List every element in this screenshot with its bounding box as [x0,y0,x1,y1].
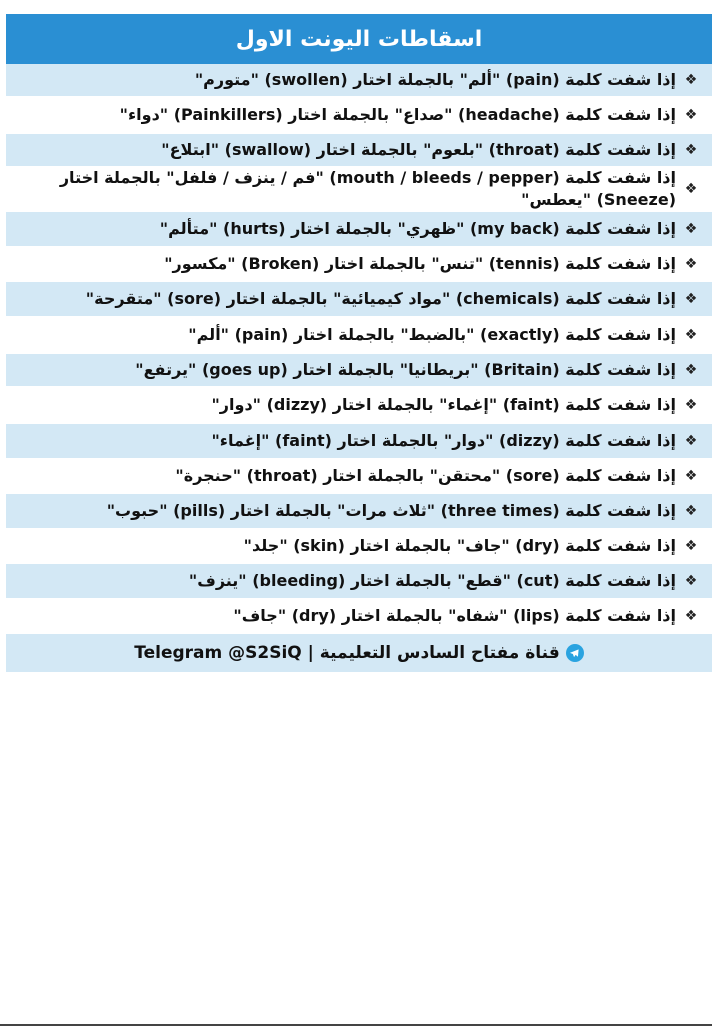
rule-text: إذا شفت كلمة (throat) "بلعوم" بالجملة اختار (swallow) "ابتلاع" [161,140,676,159]
rule-text: إذا شفت كلمة (mouth / bleeds / pepper) "فم / ينزف / فلفل" بالجملة اختار (Sneeze) "يعطس" [59,168,676,209]
bullet-icon: ❖ [684,291,698,307]
rule-row [6,600,712,634]
rule-text: إذا شفت كلمة (lips) "شفاه" بالجملة اختار (dry) "جاف" [233,606,676,625]
bullet-icon: ❖ [684,72,698,88]
rule-text: إذا شفت كلمة (three times) "ثلاث مرات" بالجملة اختار (pills) "حبوب" [106,501,676,520]
rule-row [6,248,712,282]
telegram-icon [566,644,584,662]
rule-row [6,98,712,134]
bullet-icon: ❖ [684,362,698,378]
rule-row [6,64,712,98]
rule-row [6,424,712,460]
bullet-icon: ❖ [684,327,698,343]
rule-text: إذا شفت كلمة (faint) "إغماء" بالجملة اختار (dizzy) "دوار" [211,395,676,414]
rule-text: إذا شفت كلمة (dry) "جاف" بالجملة اختار (skin) "جلد" [243,536,676,555]
rule-row [6,354,712,388]
rule-text: إذا شفت كلمة (Britain) "بريطانيا" بالجملة اختار (goes up) "يرتفع" [135,360,676,379]
rule-row [6,168,712,212]
bullet-icon: ❖ [684,107,698,123]
rule-text: إذا شفت كلمة (dizzy) "دوار" بالجملة اختار (faint) "إغماء" [211,431,676,450]
bullet-icon: ❖ [684,397,698,413]
sheet [6,14,712,672]
bullet-icon: ❖ [684,142,698,158]
rule-row [6,460,712,494]
rule-row [6,388,712,424]
rule-text: إذا شفت كلمة (headache) "صداع" بالجملة اختار (Painkillers) "دواء" [119,105,676,124]
rule-text: إذا شفت كلمة (cut) "قطع" بالجملة اختار (bleeding) "ينزف" [188,571,676,590]
bullet-icon: ❖ [684,433,698,449]
rule-row [6,564,712,600]
footer-banner [6,634,712,672]
bullet-icon: ❖ [684,503,698,519]
rule-text: إذا شفت كلمة (tennis) "تنس" بالجملة اختار (Broken) "مكسور" [164,254,676,273]
bullet-icon: ❖ [684,573,698,589]
rule-row [6,212,712,248]
bullet-icon: ❖ [684,256,698,272]
bullet-icon: ❖ [684,538,698,554]
rule-row [6,494,712,530]
rule-text: إذا شفت كلمة (my back) "ظهري" بالجملة اختار (hurts) "متألم" [159,219,676,238]
rule-text: إذا شفت كلمة (pain) "ألم" بالجملة اختار (swollen) "متورم" [194,70,676,89]
footer-text: قناة مفتاح السادس التعليمية | Telegram @S2SiQ [134,643,560,663]
rule-row [6,282,712,318]
page-title: اسقاطات اليونت الاول [6,14,712,64]
rule-text: إذا شفت كلمة (exactly) "بالضبط" بالجملة اختار (pain) "ألم" [188,325,676,344]
rule-row [6,530,712,564]
rules-list [6,64,712,634]
rule-text: إذا شفت كلمة (sore) "محتقن" بالجملة اختار (throat) "حنجرة" [175,466,676,485]
bullet-icon: ❖ [684,608,698,624]
bullet-icon: ❖ [684,468,698,484]
bullet-icon: ❖ [684,181,698,197]
bullet-icon: ❖ [684,221,698,237]
rule-text: إذا شفت كلمة (chemicals) "مواد كيميائية" بالجملة اختار (sore) "متقرحة" [85,289,676,308]
rule-row [6,134,712,168]
rule-row [6,318,712,354]
